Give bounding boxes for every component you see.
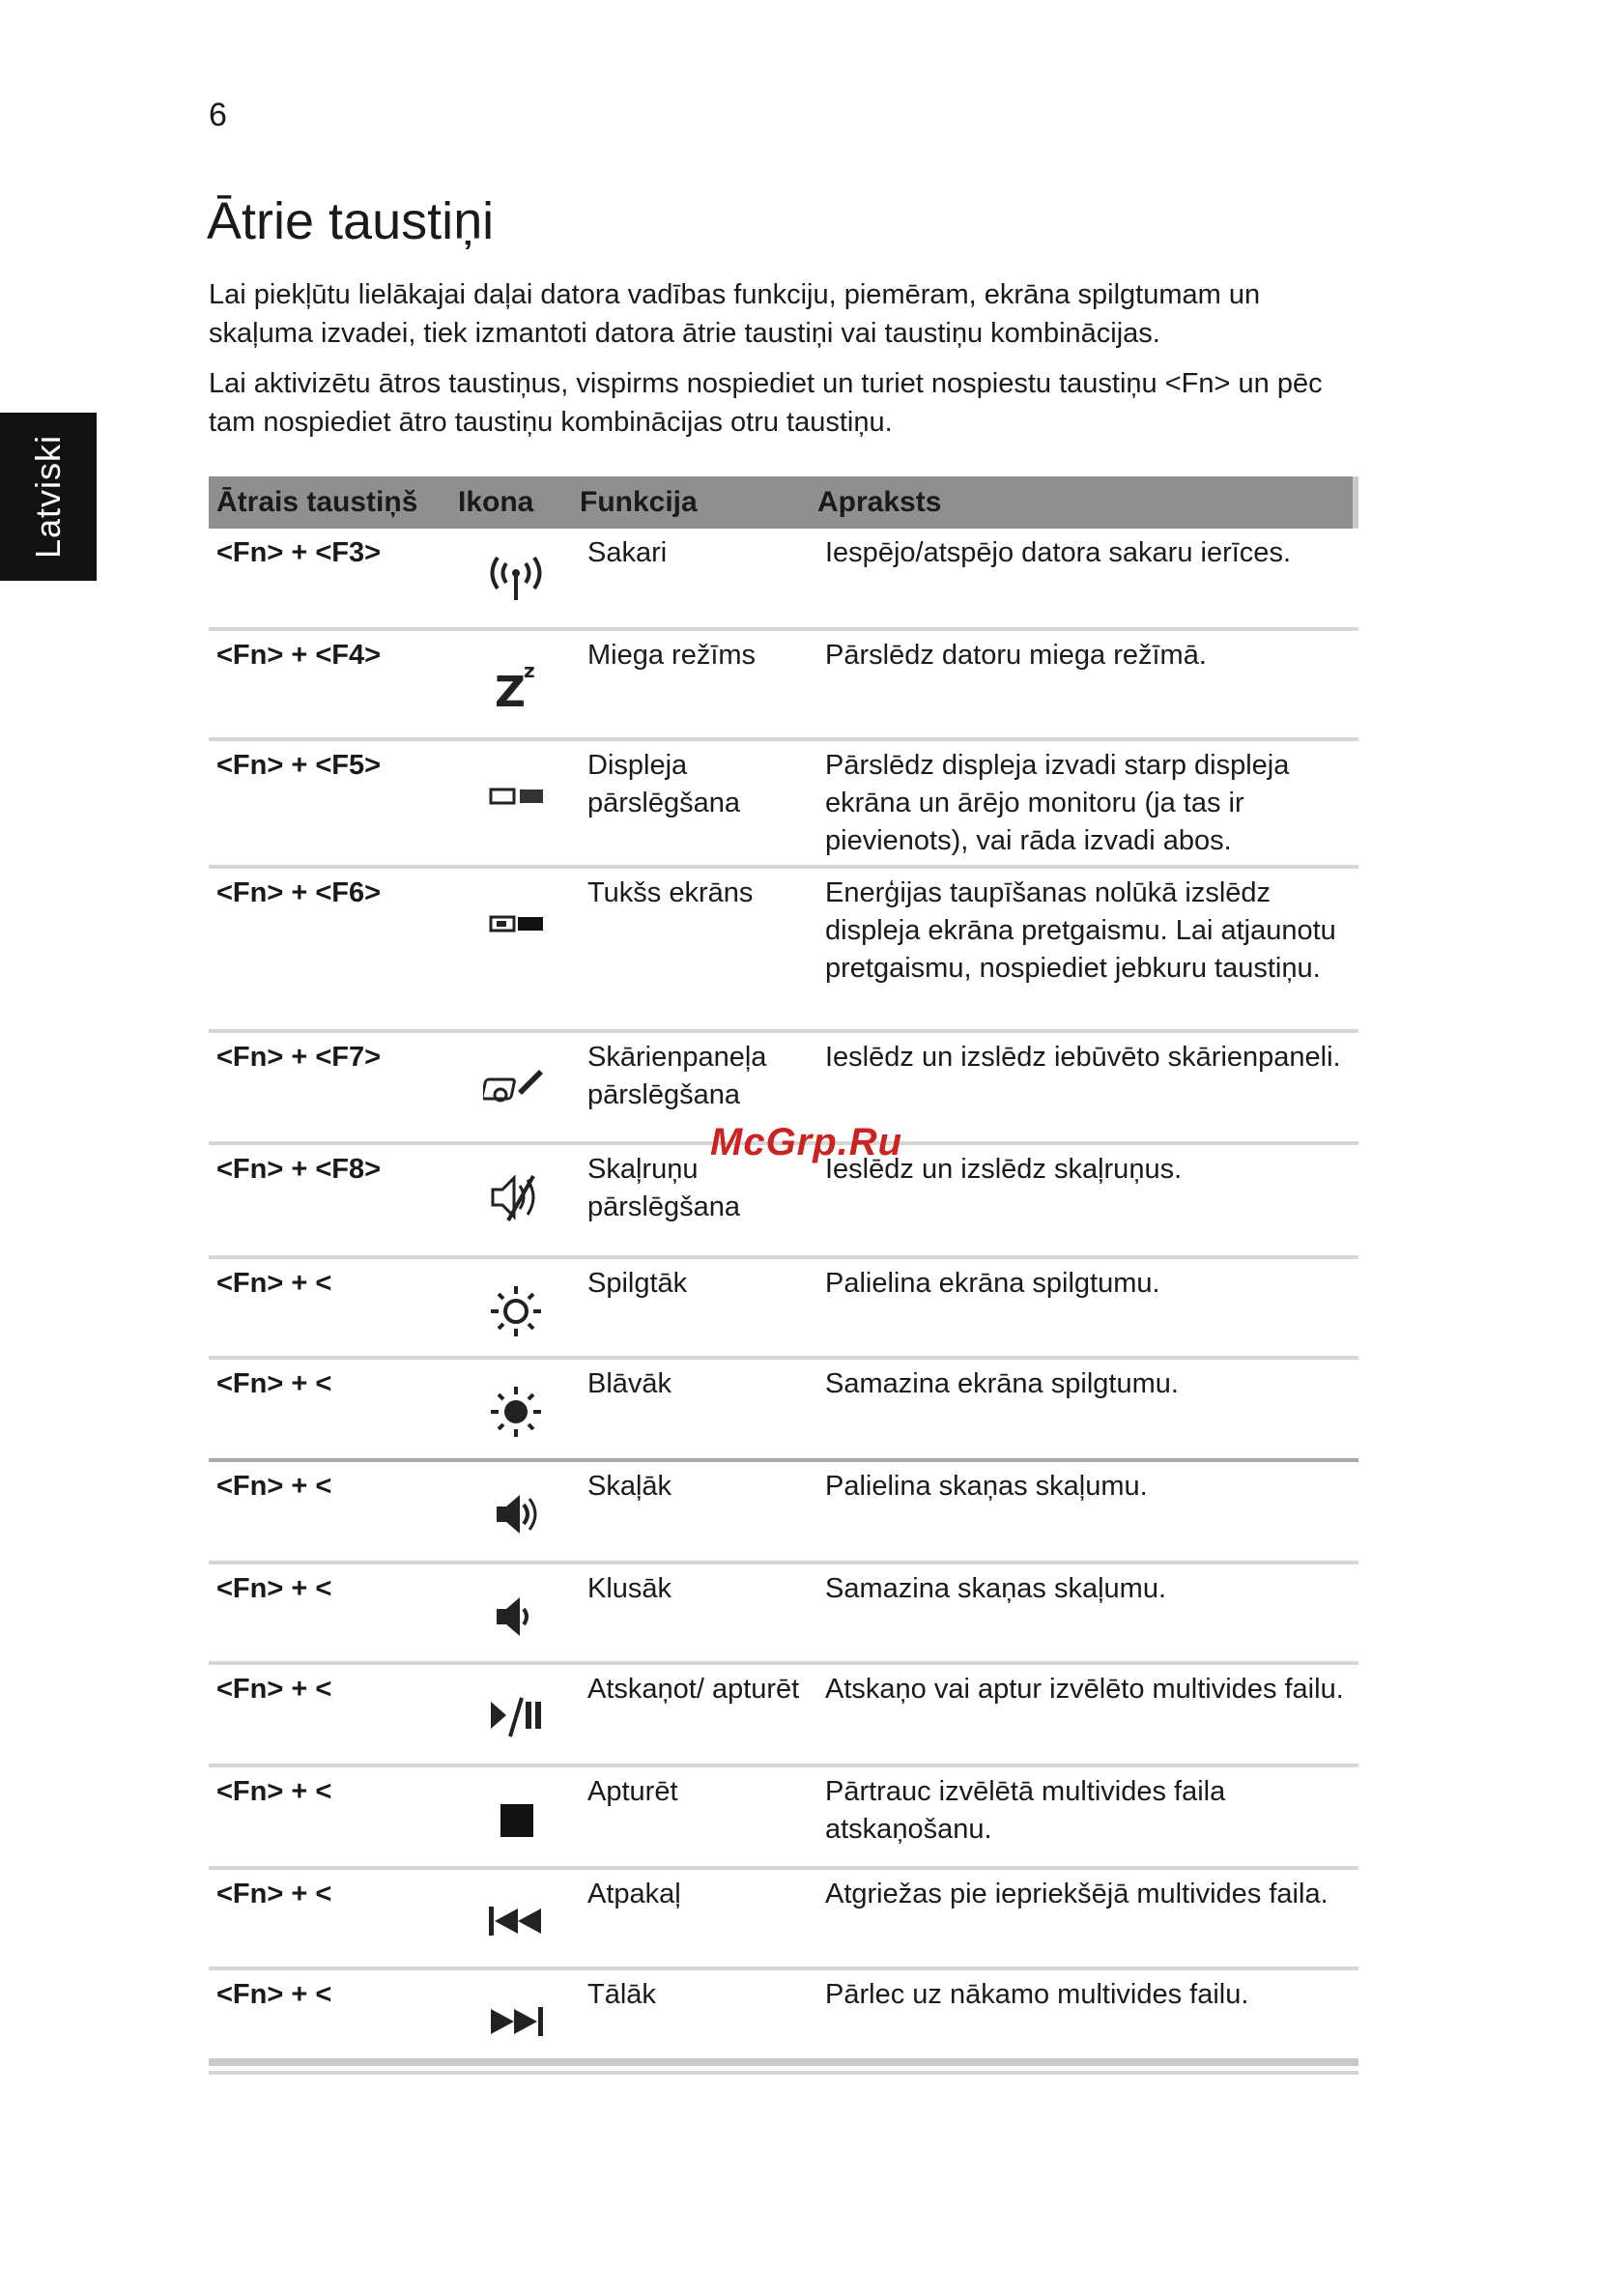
hotkey-cell: <Fn> + <	[216, 1674, 332, 1705]
table-row	[209, 869, 1358, 1033]
description-cell: Palielina ekrāna spilgtumu.	[825, 1268, 1160, 1299]
volume-up-icon	[483, 1485, 549, 1541]
watermark: McGrp.Ru	[710, 1121, 903, 1163]
icon-cell	[462, 1564, 568, 1661]
page-number: 6	[209, 97, 227, 133]
column-header-function: Funkcija	[580, 486, 698, 518]
icon-cell	[462, 1033, 568, 1141]
description-cell: Palielina skaņas skaļumu.	[825, 1471, 1148, 1502]
table-header	[209, 476, 1358, 529]
table-row	[209, 1462, 1358, 1564]
description-cell: Samazina ekrāna spilgtumu.	[825, 1368, 1179, 1399]
brightness-down-icon	[483, 1383, 549, 1439]
hotkey-table	[209, 476, 1358, 2075]
language-side-tab	[0, 413, 97, 581]
description-cell: Atskaņo vai aptur izvēlēto multivides failu.	[825, 1674, 1344, 1705]
function-cell: Sakari	[587, 537, 668, 568]
description-cell: Ieslēdz un izslēdz skaļruņus.	[825, 1154, 1183, 1185]
function-cell: Spilgtāk	[587, 1268, 688, 1299]
function-cell: Skaļruņu pārslēgšana	[587, 1154, 740, 1222]
hotkey-cell: <Fn> + <F4>	[216, 640, 382, 671]
function-cell: Miega režīms	[587, 640, 757, 671]
hotkey-cell: <Fn> + <F7>	[216, 1042, 382, 1073]
icon-cell	[462, 1665, 568, 1764]
page-title: Ātrie taustiņi	[207, 192, 495, 250]
function-cell: Klusāk	[587, 1573, 672, 1604]
icon-cell	[462, 1870, 568, 1966]
previous-icon	[483, 1893, 549, 1949]
function-cell: Apturēt	[587, 1776, 678, 1807]
table-row	[209, 741, 1358, 869]
volume-down-icon	[483, 1588, 549, 1644]
description-cell: Samazina skaņas skaļumu.	[825, 1573, 1166, 1604]
function-cell: Skārienpaneļa pārslēgšana	[587, 1042, 767, 1110]
description-cell: Pārslēdz datoru miega režīmā.	[825, 640, 1207, 671]
function-cell: Atpakaļ	[587, 1879, 681, 1909]
hotkey-cell: <Fn> + <	[216, 1776, 332, 1807]
hotkey-cell: <Fn> + <F6>	[216, 877, 382, 908]
screen-blank-icon	[483, 892, 549, 948]
icon-cell	[462, 1259, 568, 1356]
icon-cell	[462, 1767, 568, 1866]
function-cell: Atskaņot/ apturēt	[587, 1674, 800, 1705]
brightness-up-icon	[483, 1282, 549, 1338]
icon-cell	[462, 1145, 568, 1255]
table-row	[209, 529, 1358, 631]
function-cell: Tālāk	[587, 1979, 656, 2010]
description-cell: Enerģijas taupīšanas nolūkā izslēdz displeja ekrāna pretgaismu. Lai atjaunotu pretgaismu, nospiediet jebkuru taustiņu.	[825, 877, 1336, 984]
function-cell: Skaļāk	[587, 1471, 672, 1502]
table-row	[209, 1564, 1358, 1665]
icon-cell	[462, 631, 568, 737]
column-header-key: Ātrais taustiņš	[216, 486, 418, 518]
hotkey-cell: <Fn> + <F8>	[216, 1154, 382, 1185]
touchpad-toggle-icon	[483, 1056, 549, 1112]
description-cell: Iespējo/atspējo datora sakaru ierīces.	[825, 537, 1291, 568]
column-header-description: Apraksts	[817, 486, 942, 518]
language-side-tab-label: Latviski	[28, 434, 69, 560]
sleep-icon	[483, 654, 549, 710]
wireless-icon	[483, 552, 549, 608]
display-switch-icon	[483, 764, 549, 820]
icon-cell	[462, 741, 568, 865]
hotkey-cell: <Fn> + <	[216, 1879, 332, 1909]
svg-text:Z: Z	[495, 668, 526, 710]
description-cell: Atgriežas pie iepriekšējā multivides faila.	[825, 1879, 1329, 1909]
table-row	[209, 1767, 1358, 1870]
icon-cell	[462, 1970, 568, 2071]
next-icon	[483, 1994, 549, 2050]
svg-text:z: z	[524, 659, 535, 682]
hotkey-cell: <Fn> + <	[216, 1979, 332, 2010]
function-cell: Tukšs ekrāns	[587, 877, 754, 908]
description-cell: Pārlec uz nākamo multivides failu.	[825, 1979, 1249, 2010]
table-row	[209, 1259, 1358, 1360]
hotkey-cell: <Fn> + <F3>	[216, 537, 382, 568]
intro-paragraph: Lai piekļūtu lielākajai daļai datora vadības funkciju, piemēram, ekrāna spilgtumam un skaļuma izvadei, tiek izmantoti datora ātrie taustiņi vai taustiņu kombinācijas.	[209, 279, 1261, 349]
table-row	[209, 631, 1358, 741]
hotkey-cell: <Fn> + <	[216, 1268, 332, 1299]
hotkey-cell: <Fn> + <	[216, 1573, 332, 1604]
table-bottom-rule	[209, 2058, 1358, 2066]
description-cell: Pārtrauc izvēlētā multivides faila atskaņošanu.	[825, 1776, 1226, 1845]
table-row	[209, 1665, 1358, 1767]
icon-cell	[462, 529, 568, 627]
hotkey-cell: <Fn> + <	[216, 1368, 332, 1399]
table-row	[209, 1870, 1358, 1970]
hotkey-cell: <Fn> + <	[216, 1471, 332, 1502]
table-row	[209, 1360, 1358, 1462]
hotkey-cell: <Fn> + <F5>	[216, 750, 382, 781]
function-cell: Displeja pārslēgšana	[587, 750, 740, 818]
stop-icon	[483, 1791, 549, 1847]
speaker-toggle-icon	[483, 1168, 549, 1224]
function-cell: Blāvāk	[587, 1368, 672, 1399]
description-cell: Pārslēdz displeja izvadi starp displeja ekrāna un ārējo monitoru (ja tas ir pievienots), vai rāda izvadi abos.	[825, 750, 1290, 856]
column-header-icon: Ikona	[458, 486, 534, 518]
icon-cell	[462, 869, 568, 1029]
intro-paragraph: Lai aktivizētu ātros taustiņus, vispirms nospiediet un turiet nospiestu taustiņu <Fn> un pēc tam nospiediet ātro taustiņu kombinācijas otru taustiņu.	[209, 368, 1323, 438]
icon-cell	[462, 1360, 568, 1458]
description-cell: Ieslēdz un izslēdz iebūvēto skārienpaneli.	[825, 1042, 1341, 1073]
icon-cell	[462, 1462, 568, 1561]
play-pause-icon	[483, 1688, 549, 1744]
